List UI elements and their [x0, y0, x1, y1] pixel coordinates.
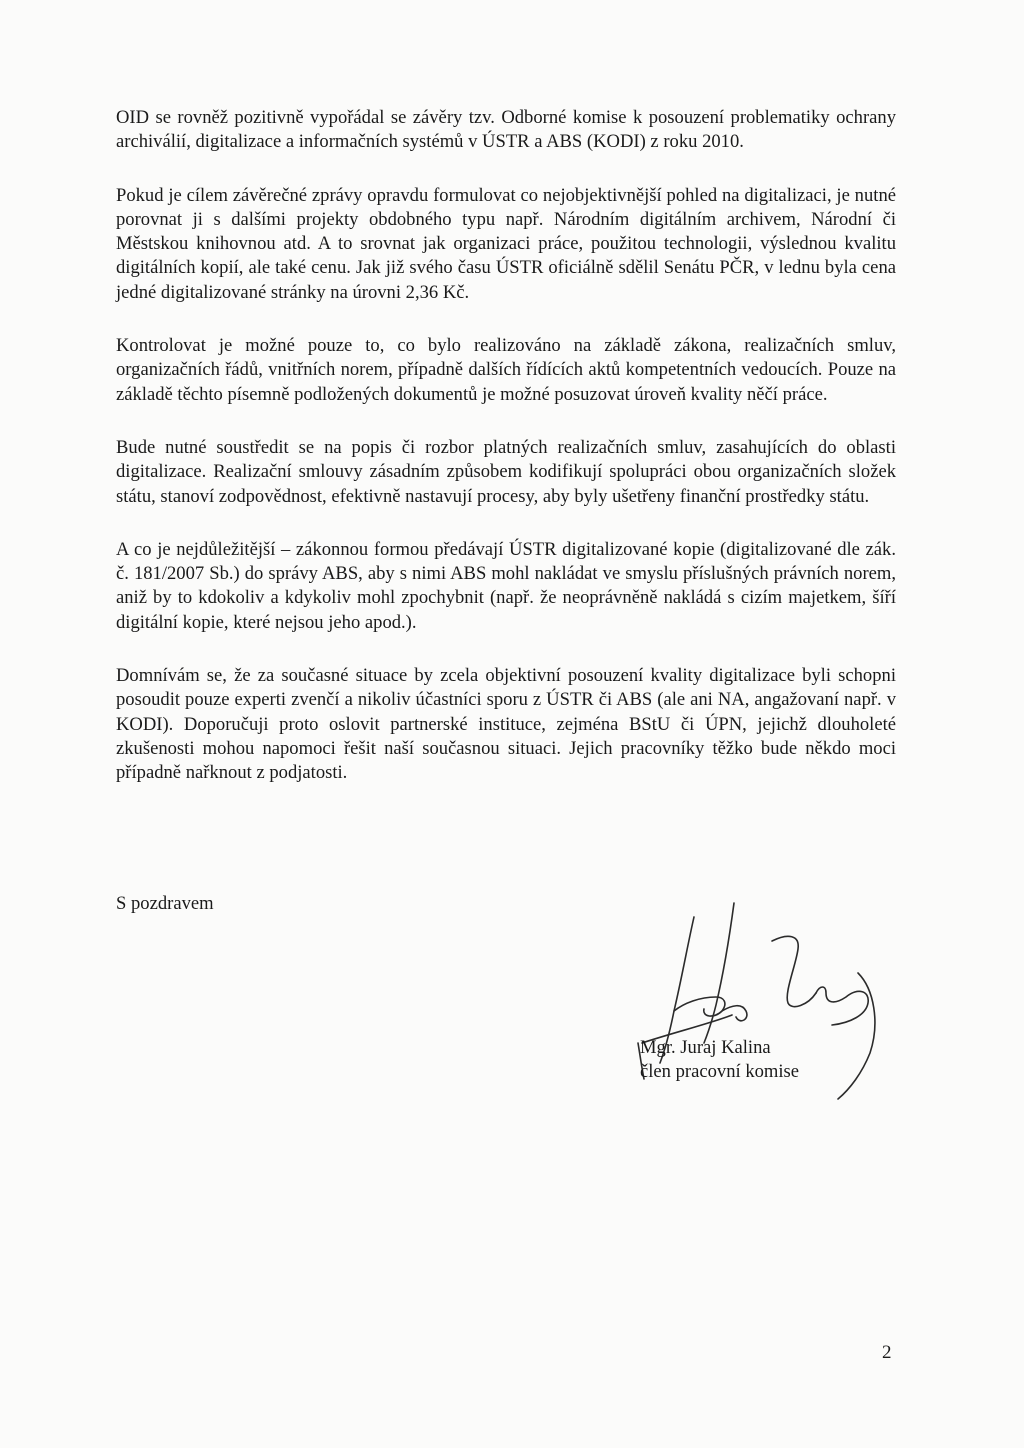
paragraph-most-important: A co je nejdůležitější – zákonnou formou předávají ÚSTR digitalizované kopie (digitalizované dle zák. č. 181/2007 Sb.) do správy ABS, aby s nimi ABS mohl nakládat ve smyslu příslušných právních norem, aniž by to kdokoliv a kdykoliv mohl zpochybnit (např. že neoprávněně nakládá s cizím majetkem, šíří digitální kopie, které nejsou jeho apod.). [116, 538, 896, 633]
paragraph-recommendation: Domnívám se, že za současné situace by zcela objektivní posouzení kvality digitalizace byli schopni posoudit pouze experti zvenčí a nikoliv účastníci sporu z ÚSTR či ABS (ale ani NA, angažovaní např. v KODI). Doporučuji proto oslovit partnerské instituce, zejména BStU či ÚPN, jejichž dlouholeté zkušenosti mohou napomoci řešit naší současnou situaci. Jejich pracovníky těžko bude někdo moci případně nařknout z podjatosti. [116, 665, 896, 784]
closing-greeting: S pozdravem [116, 893, 214, 914]
signer-name: Mgr. Juraj Kalina [640, 1037, 771, 1058]
paragraph-oid-kodi: OID se rovněž pozitivně vypořádal se závěry tzv. Odborné komise k posouzení problematiky ochrany archiválií, digitalizace a informačních systémů v ÚSTR a ABS (KODI) z roku 2010. [116, 107, 896, 153]
signer-block [640, 1036, 799, 1083]
letter-body [116, 106, 896, 786]
page-number: 2 [882, 1342, 892, 1363]
paragraph-control: Kontrolovat je možné pouze to, co bylo realizováno na základě zákona, realizačních smluv, organizačních řádů, vnitřních norem, případně dalších řídících aktů kompetentních vedoucích. Pouze na základě těchto písemně podložených dokumentů je možné posuzovat úroveň kvality něčí práce. [116, 335, 896, 405]
paragraph-comparison: Pokud je cílem závěrečné zprávy opravdu formulovat co nejobjektivnější pohled na digitalizaci, je nutné porovnat ji s dalšími projekty obdobného typu např. Národním digitálním archivem, Národní či Městskou knihovnou atd. A to srovnat jak organizaci práce, použitou technologii, výslednou kvalitu digitálních kopií, ale také cenu. Jak již svého času ÚSTR oficiálně sdělil Senátu PČR, v lednu byla cena jedné digitalizované stránky na úrovni 2,36 Kč. [116, 184, 896, 303]
signer-role: člen pracovní komise [640, 1060, 800, 1082]
paragraph-contracts: Bude nutné soustředit se na popis či rozbor platných realizačních smluv, zasahujících do oblasti digitalizace. Realizační smlouvy zásadním způsobem kodifikují spolupráci obou organizačních složek státu, stanoví zodpovědnost, efektivně nastavují procesy, aby byly ušetřeny finanční prostředky státu. [116, 436, 896, 507]
